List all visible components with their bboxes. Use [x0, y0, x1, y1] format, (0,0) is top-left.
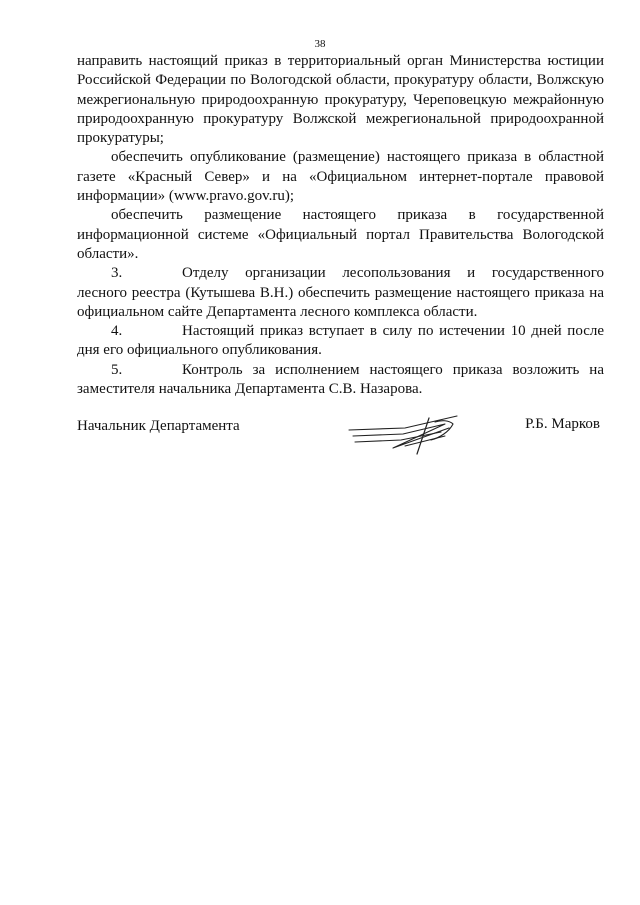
item-text: Настоящий приказ вступает в силу по истечении 10 дней после дня его официального опубликования.	[77, 323, 604, 359]
item-text: Контроль за исполнением настоящего приказа возложить на заместителя начальника Департамента С.В. Назарова.	[77, 361, 604, 398]
signatory-position: Начальник Департамента	[77, 418, 240, 434]
signatory-name: Р.Б. Марков	[525, 416, 600, 432]
item-number: 5.	[111, 361, 123, 378]
numbered-item-3	[77, 264, 604, 322]
paragraph-place-order: обеспечить размещение настоящего приказа в государственной информационной системе «Официальный портал Правительства Вологодской области».	[77, 207, 604, 262]
paragraph-publish-order: обеспечить опубликование (размещение) настоящего приказа в областной газете «Красный Север» и на «Официальном интернет-портале правовой информации» (www.pravo.gov.ru);	[77, 149, 604, 205]
item-number: 4.	[111, 323, 123, 340]
numbered-item-5	[77, 361, 604, 400]
handwritten-signature	[345, 410, 470, 460]
paragraph-send-order: направить настоящий приказ в территориальный орган Министерства юстиции Российской Федерации по Вологодской области, прокуратуру области, Волжскую межрегиональную природоохранную прокуратуру, Череповецкую межрайонную природоохранную прокуратуру Волжской межрегиональной природоохранной прокуратуры;	[77, 53, 604, 147]
page-number: 38	[314, 38, 326, 50]
numbered-item-4	[77, 322, 604, 361]
signature-block	[77, 410, 604, 470]
item-text: Отделу организации лесопользования и государственного лесного реестра (Кутышева В.Н.) обеспечить размещение настоящего приказа на официальном сайте Департамента лесного комплекса области.	[77, 265, 604, 320]
item-number: 3.	[111, 265, 123, 282]
document-body	[77, 52, 604, 399]
